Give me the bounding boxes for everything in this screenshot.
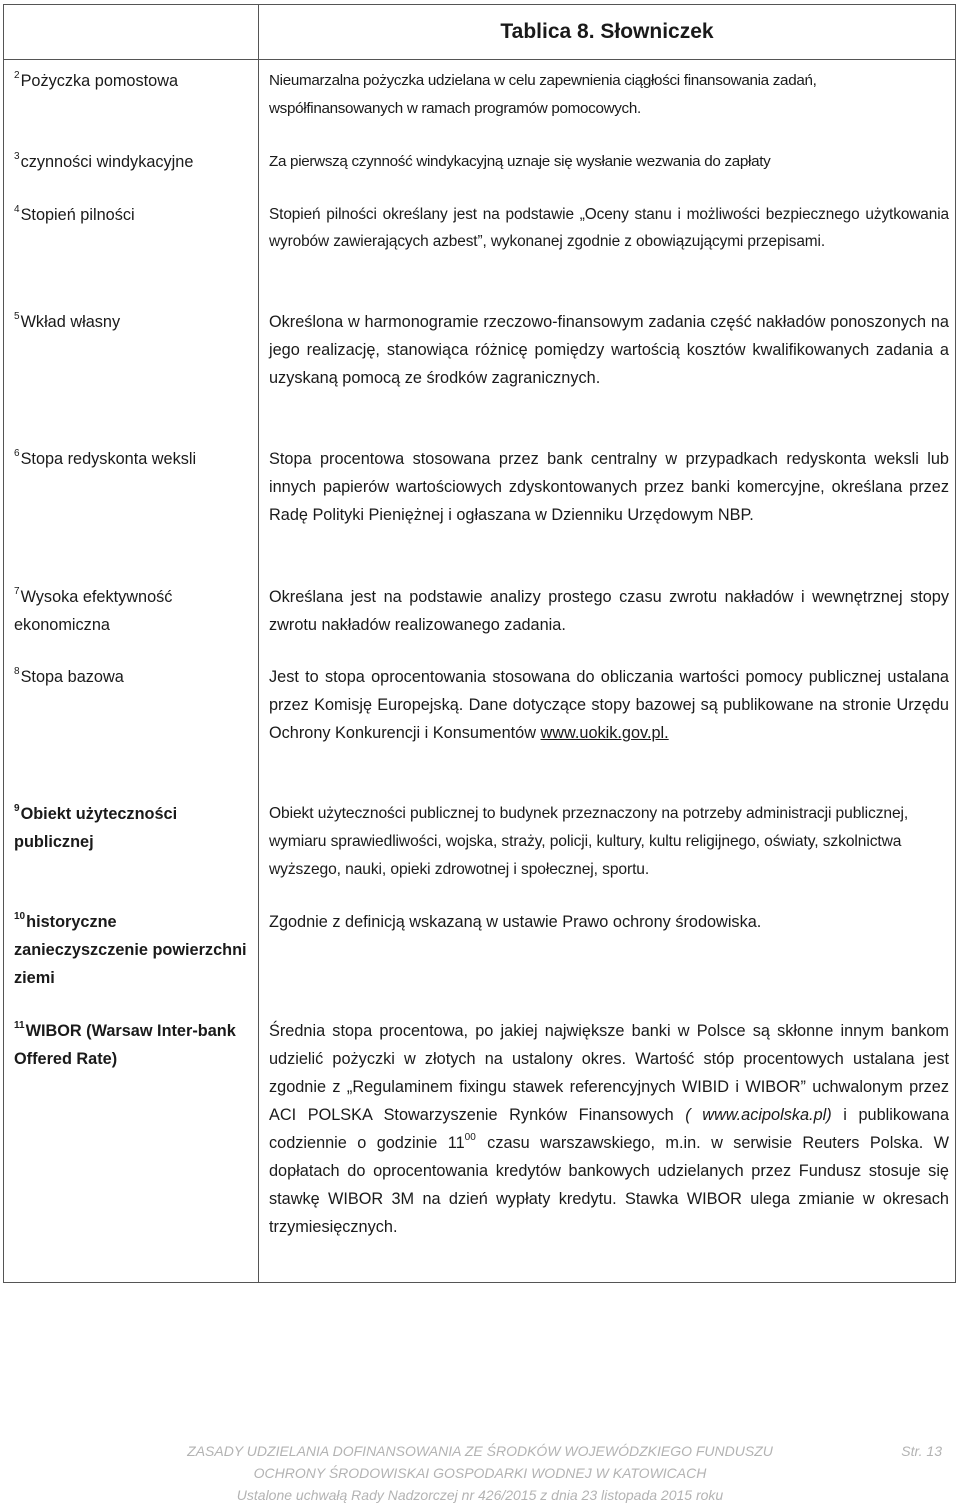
page-footer <box>0 1440 960 1506</box>
definition-historyczne-zanieczyszczenie: Zgodnie z definicją wskazaną w ustawie Prawo ochrony środowiska. <box>269 913 762 931</box>
column-divider <box>258 5 259 1282</box>
term-wysoka-efektywnosc: $^7$Wysoka efektywność ekonomiczna <box>14 586 173 634</box>
acipolska-link[interactable]: ( www.acipolska.pl) <box>685 1106 832 1124</box>
footer-line-2: OCHRONY ŚRODOWISKAI GOSPODARKI WODNEJ W KATOWICACH <box>253 1465 707 1481</box>
definition-wibor: Średnia stopa procentowa, po jakiej największe banki w Polsce są skłonne innym bankom udzielić pożyczki w złotych na ustalony okres. Wartość stóp procentowych ustalana jest zgodnie z „Regulaminem fixingu stawek referencyjnych WIBID i WIBOR” uchwalonym przez ACI POLSKA Stowarzyszenie Rynków Finansowych ( www.acipolska.pl) i publikowana codziennie o godzinie $11^{00}$ czasu warszawskiego, m.in. w serwisie Reuters Polska. W dopłatach do oprocentowania kredytów bankowych udzielanych przez Fundusz stosuje się stawkę WIBOR 3M na dzień wypłaty kredytu. Stawka WIBOR ulega zmianie w okresach trzymiesięcznych. <box>269 1022 949 1236</box>
definition-stopa-redyskonta-weksli: Stopa procentowa stosowana przez bank centralny w przypadkach redyskonta weksli lub innych papierów wartościowych zdyskontowanych przez banki komercyjne, określana przez Radę Polityki Pieniężnej i ogłaszana w Dzienniku Urzędowym NBP. <box>269 450 949 524</box>
table-title: Tablica 8. Słowniczek <box>500 20 714 43</box>
header-divider <box>4 59 955 60</box>
definition-czynnosci-windykacyjne: Za pierwszą czynność windykacyjną uznaje się wysłanie wezwania do zapłaty <box>269 153 771 170</box>
definition-wklad-wlasny: Określona w harmonogramie rzeczowo-finansowym zadania część nakładów ponoszonych na jego realizację, stanowiąca różnicę pomiędzy wartością kosztów kwalifikowanych zadania a uzyskaną pomocą ze środków zagranicznych. <box>269 313 949 387</box>
page-number: Str. 13 <box>901 1443 942 1459</box>
term-wibor: $^{11}$WIBOR (Warsaw Inter-bank Offered Rate) <box>14 1020 236 1068</box>
term-stopien-pilnosci: $^4$Stopień pilności <box>14 204 135 224</box>
term-wklad-wlasny: $^5$Wkład własny <box>14 311 121 331</box>
definition-stopien-pilnosci: Stopień pilności określany jest na podstawie „Oceny stanu i możliwości bezpiecznego użytkowania wyrobów zawierających azbest”, wykonanej zgodnie z obowiązującymi przepisami. <box>269 206 949 250</box>
glossary-table <box>3 4 956 1283</box>
term-obiekt-uzytecznosci: $^9$Obiekt użyteczności publicznej <box>14 803 178 851</box>
definition-obiekt-uzytecznosci: Obiekt użyteczności publicznej to budynek przeznaczony na potrzeby administracji publicznej, wymiaru sprawiedliwości, wojska, straży, policji, kultury, kultu religijnego, oświaty, szkolnictwa wyższego, nauki, opieki zdrowotnej i społecznej, sportu. <box>269 805 909 878</box>
term-historyczne-zanieczyszczenie: $^{10}$historyczne zanieczyszczenie powierzchni ziemi <box>14 911 247 987</box>
definition-wysoka-efektywnosc: Określana jest na podstawie analizy prostego czasu zwrotu nakładów i wewnętrznej stopy zwrotu nakładów realizowanego zadania. <box>269 588 949 634</box>
footer-line-1: ZASADY UDZIELANIA DOFINANSOWANIA ZE ŚRODKÓW WOJEWÓDZKIEGO FUNDUSZU <box>187 1443 773 1459</box>
term-pozyczka-pomostowa: $^2$Pożyczka pomostowa <box>14 70 179 90</box>
definition-stopa-bazowa: Jest to stopa oprocentowania stosowana do obliczania wartości pomocy publicznej ustalana przez Komisję Europejską. Dane dotyczące stopy bazowej są publikowane na stronie Urzędu Ochrony Konkurencji i Konsumentów www.uokik.gov.pl. <box>269 668 949 742</box>
definition-pozyczka-pomostowa: Nieumarzalna pożyczka udzielana w celu zapewnienia ciągłości finansowania zadań, współfinansowanych w ramach programów pomocowych. <box>269 72 817 117</box>
term-czynnosci-windykacyjne: $^3$czynności windykacyjne <box>14 151 194 171</box>
uokik-link[interactable]: www.uokik.gov.pl. <box>540 724 669 742</box>
footer-line-3: Ustalone uchwałą Rady Nadzorczej nr 426/2015 z dnia 23 listopada 2015 roku <box>236 1487 724 1503</box>
term-stopa-bazowa: $^8$Stopa bazowa <box>14 666 124 686</box>
term-stopa-redyskonta-weksli: $^6$Stopa redyskonta weksli <box>14 448 197 468</box>
